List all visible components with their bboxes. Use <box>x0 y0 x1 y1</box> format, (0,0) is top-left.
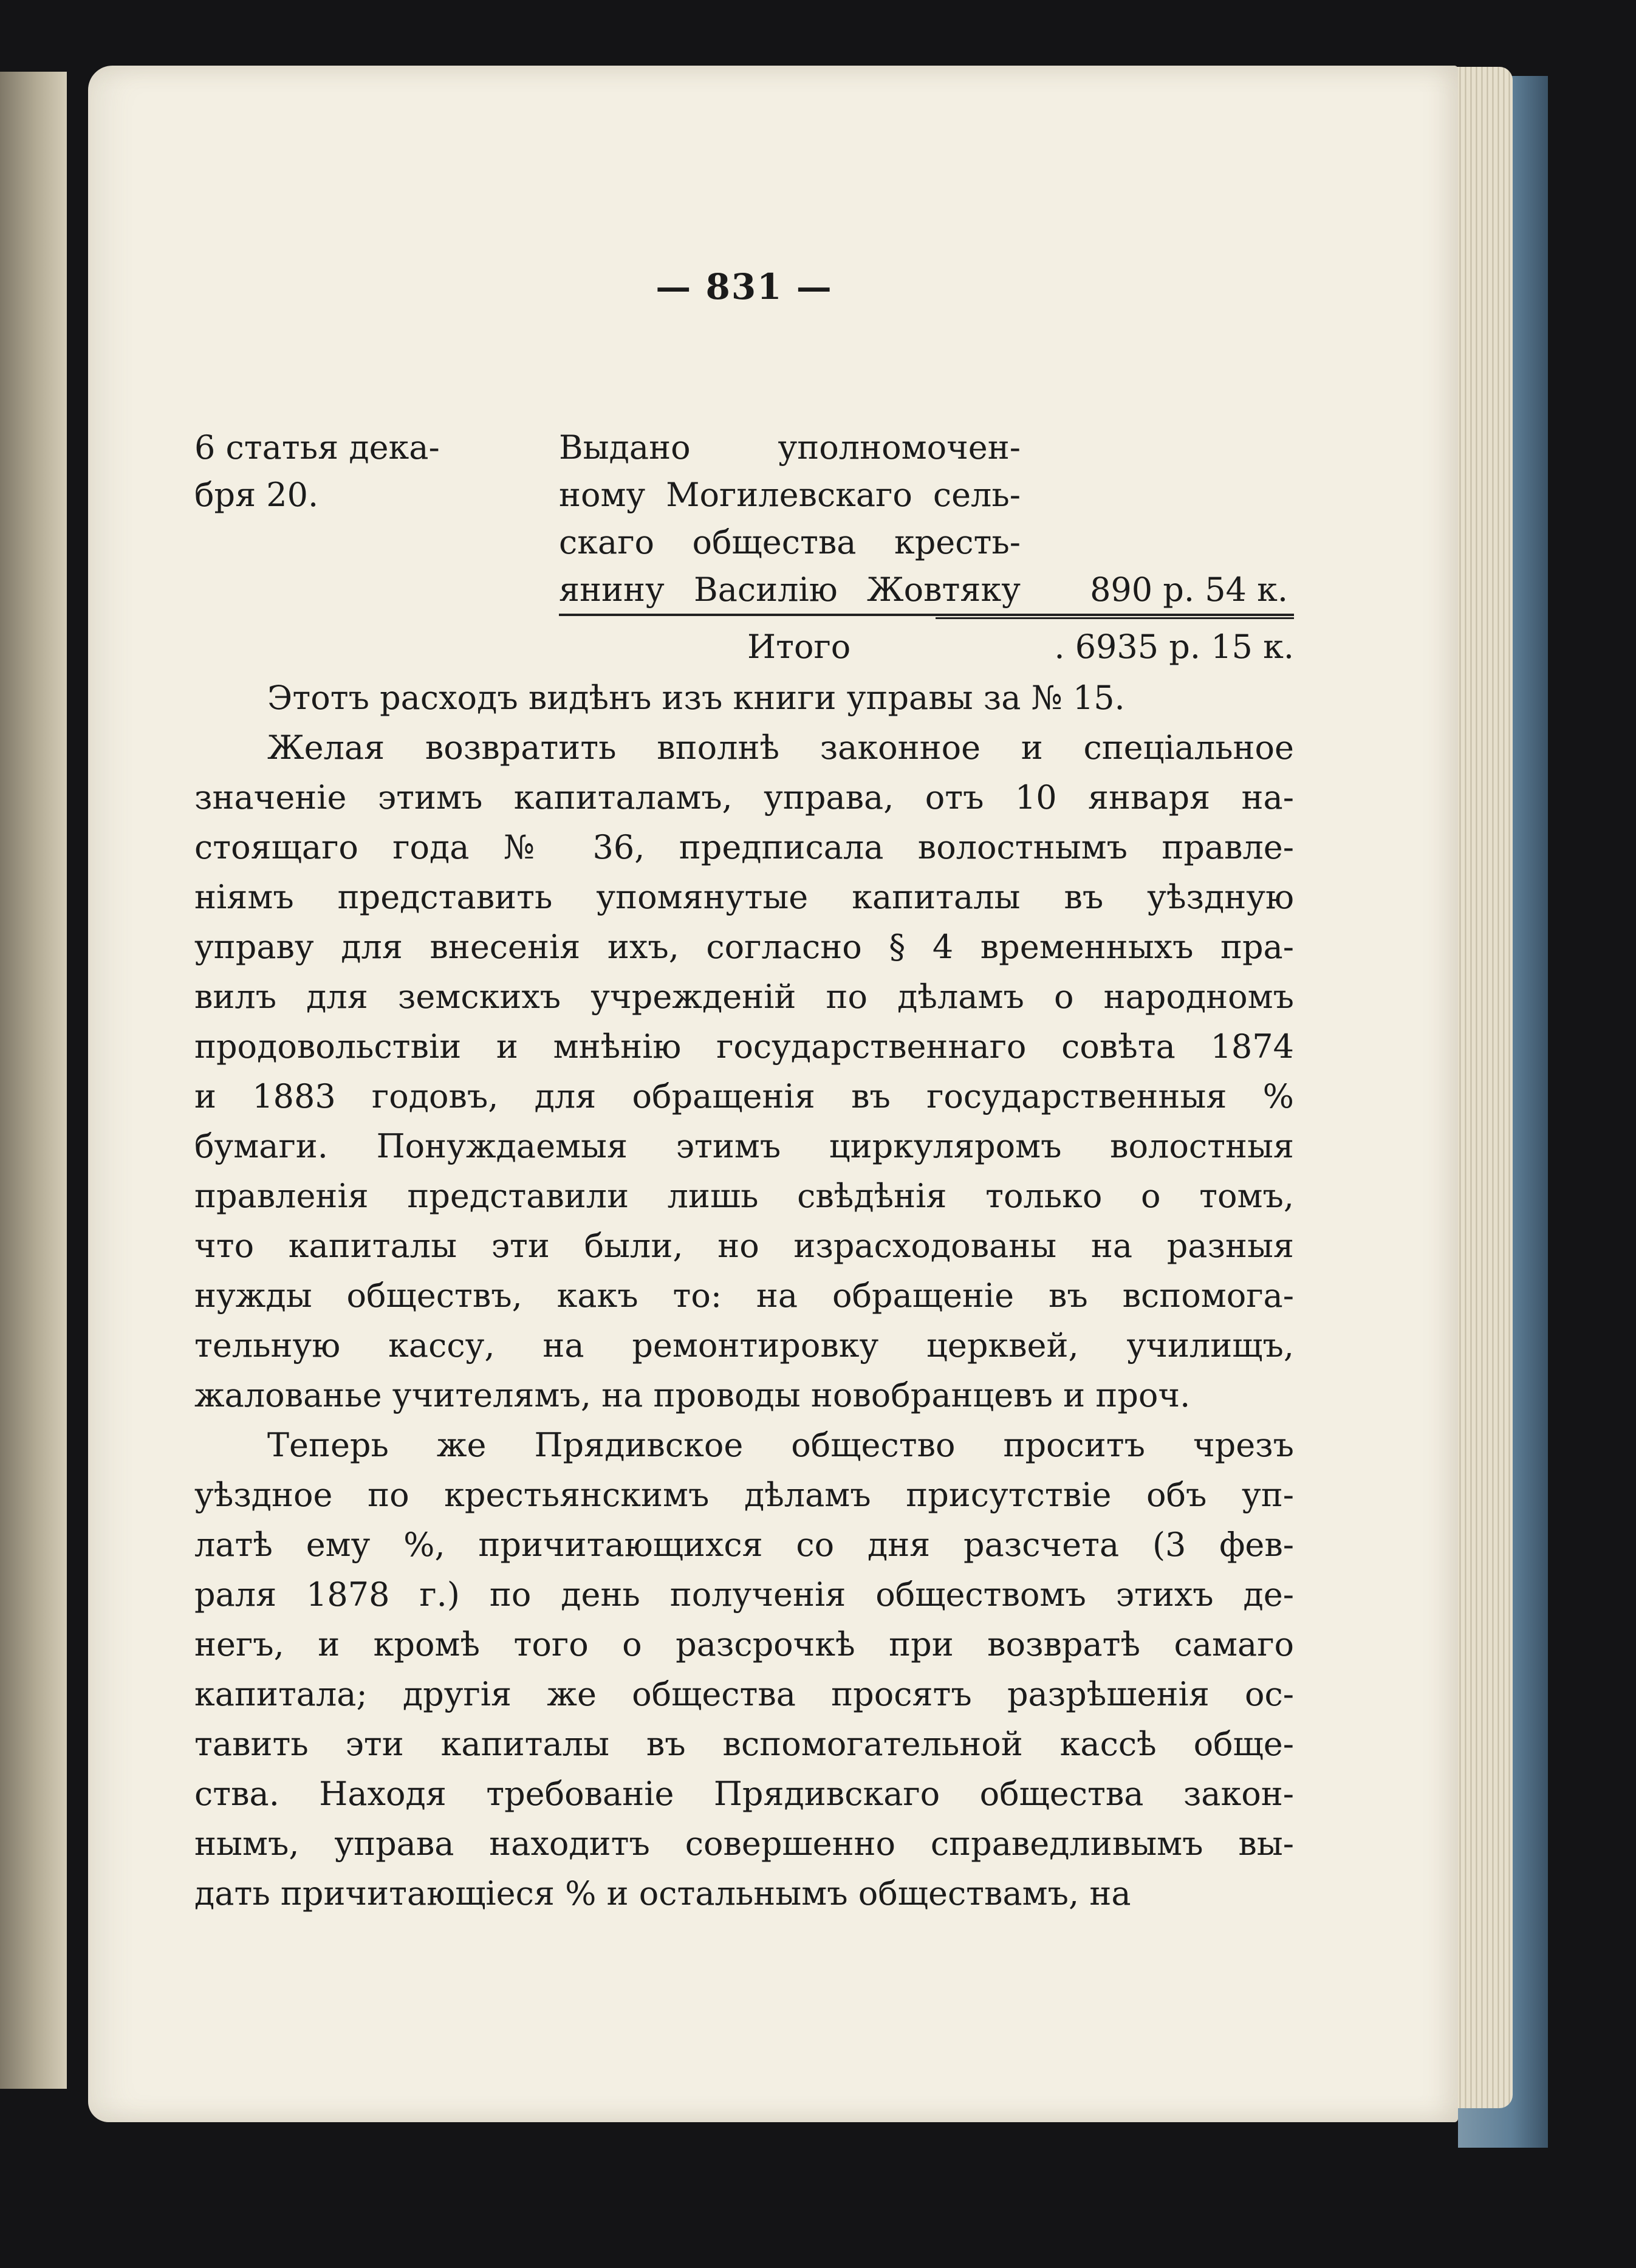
text-line: правленія представили лишь свѣдѣнія только о томъ, <box>194 1177 1294 1215</box>
text-line: негъ, и кромѣ того о разсрочкѣ при возвратѣ самаго <box>194 1625 1294 1663</box>
text-line: продовольствіи и мнѣнію государственнаго совѣта 1874 <box>194 1027 1294 1066</box>
total-label: Итого <box>747 628 851 666</box>
ledger-line-text: янину Василію Жовтяку <box>559 570 1021 609</box>
text-line: жалованье учителямъ, на проводы новобранцевъ и проч. <box>194 1376 1191 1414</box>
ledger-line-amount: 890 р. 54 к. <box>1090 570 1288 609</box>
text-line: Теперь же Прядивское общество проситъ чрезъ <box>267 1426 1294 1464</box>
ledger-line-text: ному Могилевскаго сель- <box>559 476 1021 514</box>
text-line: нужды обществъ, какъ то: на обращеніе въ вспомога- <box>194 1276 1294 1315</box>
text-line: раля 1878 г.) по день полученія обществомъ этихъ де- <box>194 1575 1294 1614</box>
text-line: стоящаго года № 36, предписала волостнымъ правле- <box>194 828 1294 866</box>
text-line: ніямъ представить упомянутые капиталы въ уѣздную <box>194 878 1294 916</box>
text-line: дать причитающіеся % и остальнымъ обществамъ, на <box>194 1874 1131 1913</box>
ledger-entry <box>194 424 1294 679</box>
text-line: нымъ, управа находитъ совершенно справедливымъ вы- <box>194 1824 1294 1863</box>
body-text <box>194 673 1294 1919</box>
text-line: ства. Находя требованіе Прядивскаго общества закон- <box>194 1775 1294 1813</box>
book-page <box>88 66 1458 2122</box>
text-line: вилъ для земскихъ учрежденій по дѣламъ о народномъ <box>194 978 1294 1016</box>
ledger-date: 6 статья дека- бря 20. <box>194 428 440 514</box>
ledger-line <box>559 566 1294 614</box>
ledger-line <box>559 519 1294 566</box>
text-line: тельную кассу, на ремонтировку церквей, училищъ, <box>194 1326 1294 1365</box>
sum-rule <box>559 614 1294 616</box>
text-line: и 1883 годовъ, для обращенія въ государственныя % <box>194 1077 1294 1115</box>
sum-rule-double <box>936 617 1294 619</box>
text-line: Желая возвратить вполнѣ законное и спеціальное <box>267 728 1294 767</box>
text-line: значеніе этимъ капиталамъ, управа, отъ 10 января на- <box>194 778 1294 817</box>
facing-page-edge <box>0 72 67 2089</box>
text-line: уѣздное по крестьянскимъ дѣламъ присутствіе объ уп- <box>194 1476 1294 1514</box>
page-number: — 831 — <box>655 266 833 307</box>
ledger-description <box>559 424 1294 666</box>
text-line: латѣ ему %, причитающихся со дня разсчета (3 фев- <box>194 1526 1294 1564</box>
page-content <box>194 66 1294 2122</box>
text-line: бумаги. Понуждаемыя этимъ циркуляромъ волостныя <box>194 1127 1294 1165</box>
total-amount: . 6935 р. 15 к. <box>1054 628 1294 666</box>
text-line: Этотъ расходъ видѣнъ изъ книги управы за № 15. <box>267 679 1125 717</box>
ledger-line-text: скаго общества кресть- <box>559 523 1021 561</box>
text-line: тавить эти капиталы въ вспомогательной кассѣ обще- <box>194 1725 1294 1763</box>
text-line: капитала; другія же общества просятъ разрѣшенія ос- <box>194 1675 1294 1713</box>
ledger-line <box>559 424 1294 471</box>
ledger-line <box>559 471 1294 519</box>
text-line: что капиталы эти были, но израсходованы на разныя <box>194 1227 1294 1265</box>
ledger-line-text: Выдано уполномочен- <box>559 428 1021 467</box>
text-line: управу для внесенія ихъ, согласно § 4 временныхъ пра- <box>194 928 1294 966</box>
